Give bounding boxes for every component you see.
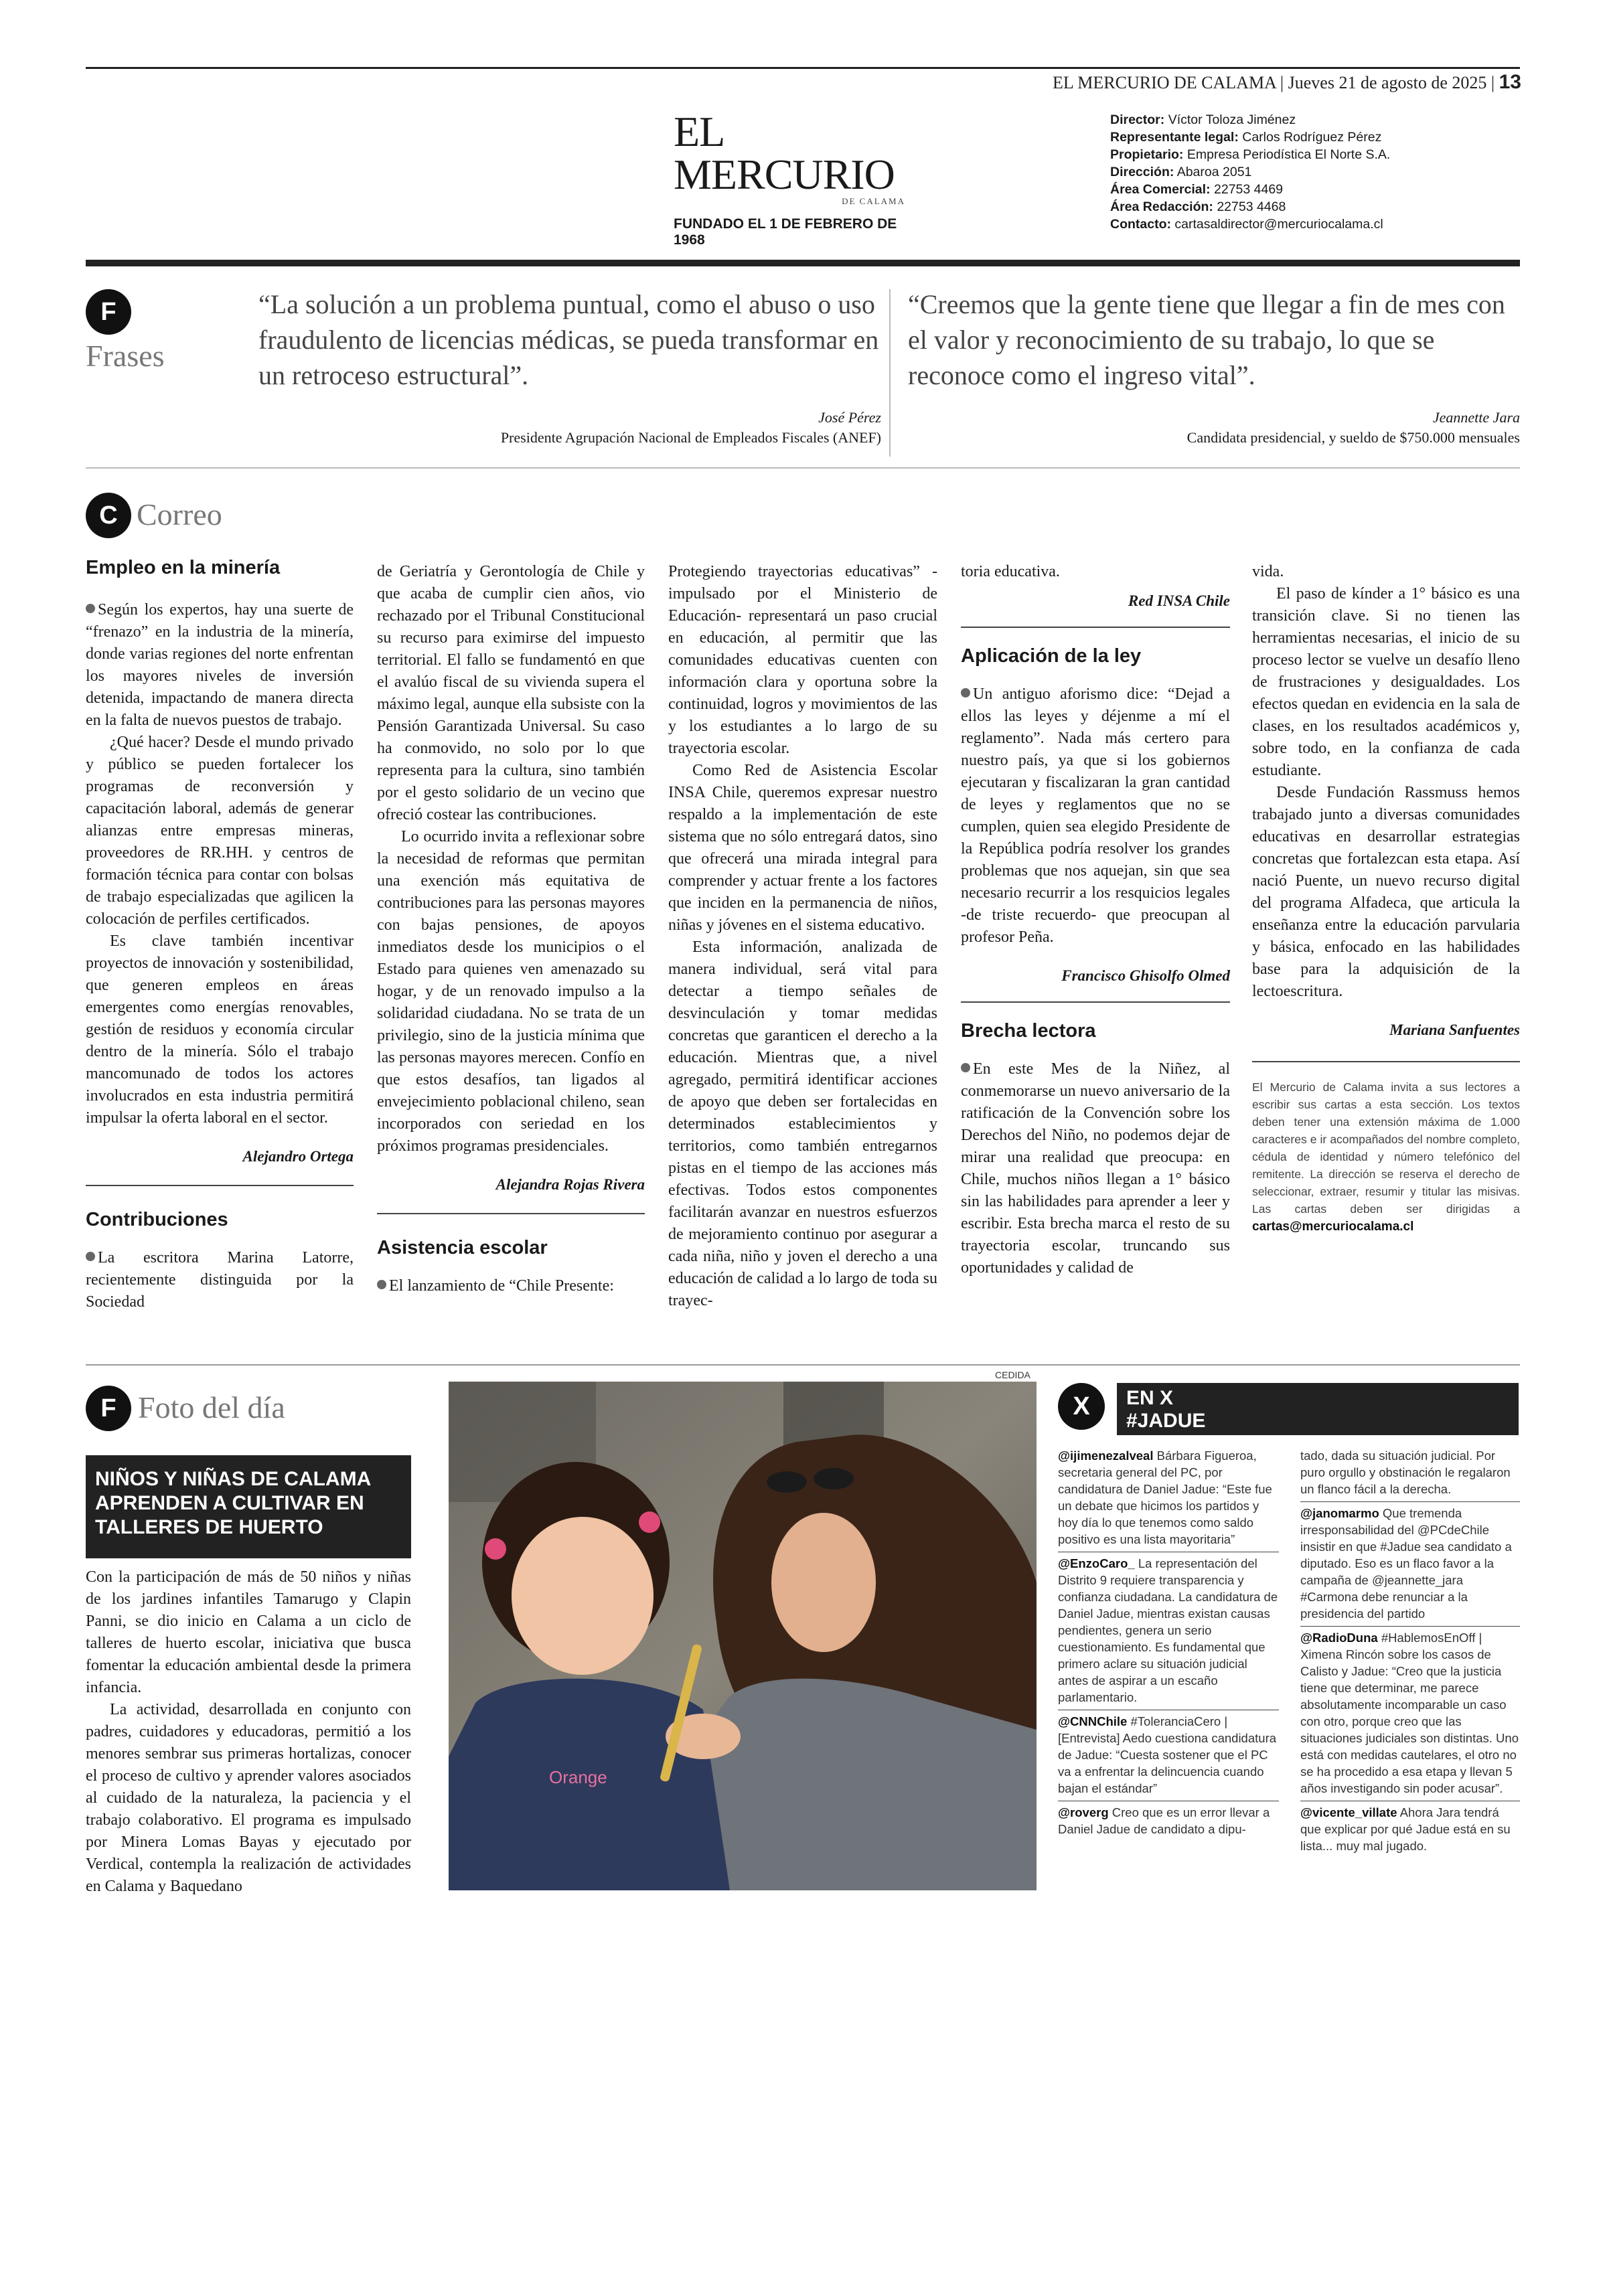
bullet-icon: [86, 1252, 95, 1261]
letter-signature: Francisco Ghisolfo Olmed: [1061, 967, 1230, 984]
tweet-user[interactable]: @ijimenezalveal: [1058, 1449, 1154, 1463]
tweets-column-1: [1058, 1445, 1279, 1841]
x-section-head: [1117, 1383, 1519, 1435]
quote-text: “Creemos que la gente tiene que llegar a fin de mes con el valor y reconocimiento de su trabajo, lo que se reconoce como el ingreso vital”.: [908, 289, 1505, 390]
quote-1: [258, 286, 881, 446]
letter-paragraph: de Geriatría y Gerontología de Chile y que acaba de cumplir cien años, vio rechazado por el Tribunal Constitucional su recurso para eximirse del impuesto territorial. El fallo se fundamentó en que el avalúo fiscal de su vivienda supera el máximo legal, aunque ella subsiste con la Pensión Garantizada Universal. Su caso ha conmovido, no solo por lo que representa para la cultura, sino también por el gesto solidario de un vecino que ofreció costear las contribuciones.: [377, 563, 645, 823]
tweet-user[interactable]: @CNNChile: [1058, 1714, 1128, 1728]
letters-email-link[interactable]: cartas@mercuriocalama.cl: [1252, 1220, 1414, 1234]
correo-badge-icon: C: [86, 493, 131, 538]
letter-column-4: toria educativa. Red INSA Chile Aplicación de la ley Un antiguo aforismo dice: “Dejad a ellos las leyes y déjenme a mí el reglamento”. Nada más certero para nuestro país, ya que si los gobiernos ejecutaran y fiscalizaran la gran cantidad de leyes y reglamentos que no se cumplen, quien sea elegido Presidente de la República podría resolver los grandes problemas que nos aquejan, sin que sea necesario recurrir a los resquicios legales -de triste recuerdo- que preocupan al profesor Peña. Francisco Ghisolfo Olmed Brecha lectora En este Mes de la Niñez, al conmemorarse un nuevo aniversario de la ratificación de la Convención sobre los Derechos del Niño, no podemos dejar de mirar una realidad que preocupa: en Chile, muchos niños llegan a 1° básico sin las habilidades para aprender a leer y escribir. Esta brecha marca el resto de su trayectoria escolar, truncando sus oportunidades y calidad de: [961, 561, 1230, 1279]
staff-box: [1110, 111, 1519, 233]
x-section-line1: EN X: [1126, 1387, 1174, 1409]
letter-heading: Aplicación de la ley: [961, 645, 1142, 667]
quote-role: Presidente Agrupación Nacional de Empleados Fiscales (ANEF): [500, 429, 881, 446]
staff-line: Área Comercial: 22753 4469: [1110, 182, 1284, 197]
quote-role: Candidata presidencial, y sueldo de $750.000 mensuales: [1187, 429, 1520, 446]
foto-badge-icon: F: [86, 1386, 131, 1431]
letter-paragraph: Esta información, analizada de manera individual, será vital para detectar a tiempo señales de desvinculación y tomar medidas concretas que garanticen el derecho a la educación. Mientras que, a nivel agregado, permitirá identificar acciones de apoyo que deben ser fortalecidas en determinados establecimientos y territorios, como también entregarnos pistas en el tiempo de las acciones más efectivas. Todos estos componentes facilitarán avanzar en nuestros esfuerzos de mejoramiento continuo por asegurar a cada niña, niño y joven el derecho a una educación de calidad a lo largo de toda su trayec-: [668, 938, 937, 1309]
tweet: @roverg Creo que es un error llevar a Daniel Jadue de candidato a dipu-: [1058, 1805, 1270, 1836]
frases-badge-icon: F: [86, 289, 131, 335]
letter-paragraph: vida.: [1252, 563, 1284, 580]
staff-line: Propietario: Empresa Periodística El Norte S.A.: [1110, 147, 1391, 162]
bullet-icon: [961, 1063, 970, 1072]
bullet-icon: [377, 1280, 386, 1289]
staff-line: Representante legal: Carlos Rodríguez Pérez: [1110, 130, 1382, 145]
letter-heading: Asistencia escolar: [377, 1237, 548, 1258]
letter-heading: Empleo en la minería: [86, 557, 281, 578]
quote-author: José Pérez: [818, 409, 881, 426]
tweet: @EnzoCaro_ La representación del Distrito 9 requiere transparencia y confianza ciudadana. La candidatura de Daniel Jadue, mientras existan causas pendientes, genera un serio cuestionamiento. Es fundamental que primero aclare su situación judicial antes de aspirar a un escaño parlamentario.: [1058, 1552, 1279, 1710]
letter-signature: Alejandro Ortega: [242, 1148, 354, 1165]
tweet: @vicente_villate Ahora Jara tendrá que explicar por qué Jadue está en su lista... muy mal jugado.: [1300, 1805, 1511, 1853]
divider: [961, 627, 1230, 628]
staff-line: Director: Víctor Toloza Jiménez: [1110, 112, 1296, 127]
quote-2: [908, 286, 1520, 446]
letter-signature: Red INSA Chile: [1128, 592, 1230, 609]
letter-paragraph: ¿Qué hacer? Desde el mundo privado y público se pueden fortalecer los programas de reconversión y capacitación laboral, además de generar alianzas entre empresas mineras, proveedores de RR.HH. y centros de formación técnica para contar con bolsas de trabajo especializadas que agilicen la colocación de perfiles certificados.: [86, 734, 354, 928]
masthead-title: EL MERCURIO: [674, 108, 895, 198]
letters-notice: El Mercurio de Calama invita a sus lectores a escribir sus cartas a esta sección. Los textos deben tener una extensión máxima de 1.000 caracteres e ir acompañados del nombre completo, cédula de identidad y número telefónico del remitente. La dirección se reserva el derecho de seleccionar, extraer, resumir y titular las misivas. Las cartas deben ser dirigidas a cartas@mercuriocalama.cl: [1252, 1080, 1520, 1234]
letter-column-5: [1252, 561, 1520, 1236]
shirt-print: Orange: [549, 1767, 607, 1787]
tweet: tado, dada su situación judicial. Por puro orgullo y obstinación le regalaron un flanco fácil a la derecha.: [1300, 1445, 1520, 1502]
foto-paragraph: La actividad, desarrollada en conjunto con padres, cuidadores y educadoras, permitió a los menores sembrar sus primeras hortalizas, conocer el proceso de cultivo y aprender valores asociados al cuidado de la naturaleza, la paciencia y el trabajo colaborativo. El programa es impulsado por Minera Lomas Bayas y ejecutado por Verdical, contempla la realización de actividades en Calama y Baquedano: [86, 1701, 411, 1895]
bullet-icon: [86, 604, 95, 613]
x-logo-icon: X: [1058, 1383, 1105, 1430]
letter-signature: Alejandra Rojas Rivera: [495, 1176, 645, 1193]
paper-name: EL MERCURIO DE CALAMA: [1052, 73, 1276, 92]
frases-title: Frases: [86, 339, 165, 373]
news-photo: [449, 1382, 1037, 1890]
bullet-icon: [961, 688, 970, 698]
tweet-user[interactable]: @EnzoCaro_: [1058, 1556, 1135, 1570]
tweet-user[interactable]: @janomarmo: [1300, 1506, 1379, 1520]
letter-heading: Brecha lectora: [961, 1020, 1096, 1042]
letter-column-3: [668, 561, 937, 1312]
letter-column-1: Empleo en la minería Según los expertos, hay una suerte de “frenazo” en la industria de la minería, donde varias regiones del norte enfrentan los mayores niveles de inversión detenida, impactando de manera directa en la falta de nuevos puestos de trabajo. ¿Qué hacer? Desde el mundo privado y público se pueden fortalecer los programas de reconversión y capacitación laboral, además de generar alianzas entre empresas mineras, proveedores de RR.HH. y centros de formación técnica para contar con bolsas de trabajo especializadas que agilicen la colocación de perfiles certificados. Es clave también incentivar proyectos de innovación y sostenibilidad, que generen empleos en áreas emergentes como energías renovables, gestión de residuos y economía circular dentro de la minería. Sólo el trabajo mancomunado de todos los actores involucrados en esta industria permitirá impulsar la oferta laboral en el sector. Alejandro Ortega Contribuciones La escritora Marina Latorre, recientemente distinguida por la Sociedad: [86, 557, 354, 1311]
page-number: 13: [1499, 71, 1521, 93]
tweet-user[interactable]: @vicente_villate: [1300, 1805, 1397, 1819]
issue-date: Jueves 21 de agosto de 2025: [1288, 73, 1487, 92]
divider: [961, 1001, 1230, 1003]
letter-paragraph: Lo ocurrido invita a reflexionar sobre la necesidad de reformas que permitan una exención más equitativa de contribuciones para las personas mayores con bajas pensiones, de apoyos inmediatos desde los municipios o el Estado para quienes ven amenazado su hogar, y de un renovado impulso a la solidaridad ciudadana. No se trata de un privilegio, sino de la justicia mínima que las personas mayores merecen. Confío en que estos desafíos, tan ligados al envejecimiento poblacional chileno, sean incorporados con seriedad en los próximos programas presidenciales.: [377, 828, 645, 1155]
masthead: [674, 110, 928, 248]
top-rule: [86, 67, 1520, 69]
letter-paragraph: Protegiendo trayectorias educativas” -impulsado por el Ministerio de Educación- representará un paso crucial en educación, al permitir que las comunidades educativas cuenten con información clara y oportuna sobre la continuidad, logros y movimientos de las y los estudiantes a lo largo de su trayectoria escolar.: [668, 563, 937, 757]
foto-body: [86, 1566, 411, 1898]
letter-paragraph: toria educativa.: [961, 563, 1060, 580]
tweet: @janomarmo Que tremenda irresponsabilidad del @PCdeChile insistir en que #Jadue sea candidato a diputado. Eso es un flaco favor a la campaña de @jeannette_jara #Carmona debe renunciar a la presidencia del partido: [1300, 1502, 1520, 1627]
correo-rule: [86, 1364, 1520, 1366]
tweet: @ijimenezalveal Bárbara Figueroa, secretaria general del PC, por candidatura de Daniel Jadue: “Este fue un debate que hicimos los partidos y hoy día lo que tenemos como saldo positivo es una lista mayoritaria”: [1058, 1445, 1279, 1552]
staff-line: Dirección: Abaroa 2051: [1110, 165, 1252, 179]
tweet: @CNNChile #ToleranciaCero | [Entrevista] Aedo cuestiona candidatura de Jadue: “Cuesta sostener que el PC va a enfrentar la delincuencia cuando bajan el estándar”: [1058, 1710, 1279, 1801]
tweet-user[interactable]: @roverg: [1058, 1805, 1109, 1819]
staff-line: Área Redacción: 22753 4468: [1110, 199, 1286, 214]
letter-paragraph: Es clave también incentivar proyectos de innovación y sostenibilidad, que generen empleos en áreas emergentes como energías renovables, gestión de residuos y economía circular dentro de la minería. Sólo el trabajo mancomunado de todos los actores involucrados en esta industria permitirá impulsar la oferta laboral en el sector.: [86, 932, 354, 1127]
letter-column-2: de Geriatría y Gerontología de Chile y que acaba de cumplir cien años, vio rechazado por el Tribunal Constitucional su recurso para eximirse del impuesto territorial. El fallo se fundamentó en que el avalúo fiscal de su vivienda supera el máximo legal, aunque ella subsiste con la Pensión Garantizada Universal. Su caso ha conmovido, no solo por lo que representa para la cultura, sino también por el gesto solidario de un vecino que ofreció costear las contribuciones. Lo ocurrido invita a reflexionar sobre la necesidad de reformas que permitan una exención más equitativa de contribuciones para las personas mayores con bajas pensiones, de apoyos inmediatos desde los municipios o el Estado para quienes ven amenazado su hogar, y de un renovado impulso a la solidaridad ciudadana. No se trata de un privilegio, sino de la justicia mínima que las personas mayores merecen. Confío en que estos desafíos, tan ligados al envejecimiento poblacional chileno, sean incorporados con seriedad en los próximos programas presidenciales. Alejandra Rojas Rivera Asistencia escolar El lanzamiento de “Chile Presente:: [377, 561, 645, 1297]
letter-paragraph: El paso de kínder a 1° básico es una transición clave. Si no tienen las herramientas necesarias, el inicio de su proceso lector se vuelve un desafío lleno de frustraciones y desigualdades. Los efectos quedan en evidencia en la sala de clases, en los resultados académicos y, sobre todo, en la confianza de cada estudiante.: [1252, 585, 1520, 779]
tweet: @RadioDuna #HablemosEnOff | Ximena Rincón sobre los casos de Calisto y Jadue: “Creo que la justicia tiene que determinar, me parece absolutamente incomparable un caso con otro, porque creo que las situaciones judiciales son distintas. Uno está con medidas cautelares, el otro no se ha procedido a esa etapa y llevan 5 años investigando sin poder acusar”.: [1300, 1627, 1520, 1801]
founded-line: FUNDADO EL 1 DE FEBRERO DE 1968: [674, 216, 897, 248]
letter-paragraph: Como Red de Asistencia Escolar INSA Chile, queremos expresar nuestro respaldo a la implementación de este sistema que no sólo entregará datos, sino que ofrecerá una mirada integral para comprender y actuar frente a los factores que inciden en la permanencia de niños, niñas y jóvenes en el sistema educativo.: [668, 762, 937, 934]
quote-text: “La solución a un problema puntual, como el abuso o uso fraudulento de licencias médicas, se pueda transformar en un retroceso estructural”.: [258, 289, 879, 390]
photo-illustration: [449, 1382, 1037, 1890]
tweets-column-2: [1300, 1445, 1520, 1858]
foto-paragraph: Con la participación de más de 50 niños y niñas de los jardines infantiles Tamarugo y Clapin Panni, se dio inicio en Calama a un ciclo de talleres de huerto escolar, iniciativa que busca fomentar la educación ambiental desde la primera infancia.: [86, 1568, 411, 1696]
foto-title: Foto del día: [138, 1390, 285, 1424]
divider: [86, 1185, 354, 1186]
letter-paragraph: Desde Fundación Rassmuss hemos trabajado junto a diversas comunidades educativas en desarrollar estrategias concretas que fortalezcan esta etapa. Así nació Puente, un nuevo recurso digital del programa Alfadeca, que articula la enseñanza entre la educación parvularia y básica, enfocado en las habilidades base para la adquisición de la lectoescritura.: [1252, 784, 1520, 1000]
quote-divider: [889, 289, 891, 457]
section-rule: [86, 260, 1520, 266]
quote-author: Jeannette Jara: [1432, 409, 1520, 426]
photo-credit: CEDIDA: [995, 1370, 1030, 1380]
letter-heading: Contribuciones: [86, 1209, 228, 1230]
x-hashtag: #JADUE: [1126, 1410, 1206, 1432]
frases-rule: [86, 467, 1520, 469]
divider: [1252, 1061, 1520, 1062]
masthead-sub: DE CALAMA: [842, 196, 905, 206]
page-meta: EL MERCURIO DE CALAMA | Jueves 21 de agosto de 2025 | 13: [1052, 71, 1521, 93]
letter-signature: Mariana Sanfuentes: [1389, 1021, 1520, 1038]
correo-title: Correo: [137, 497, 222, 531]
tweet-user[interactable]: @RadioDuna: [1300, 1631, 1378, 1645]
divider: [377, 1213, 645, 1214]
foto-headline: NIÑOS Y NIÑAS DE CALAMA APRENDEN A CULTIVAR EN TALLERES DE HUERTO: [86, 1455, 411, 1558]
staff-line[interactable]: Contacto: cartasaldirector@mercuriocalama.cl: [1110, 217, 1383, 232]
